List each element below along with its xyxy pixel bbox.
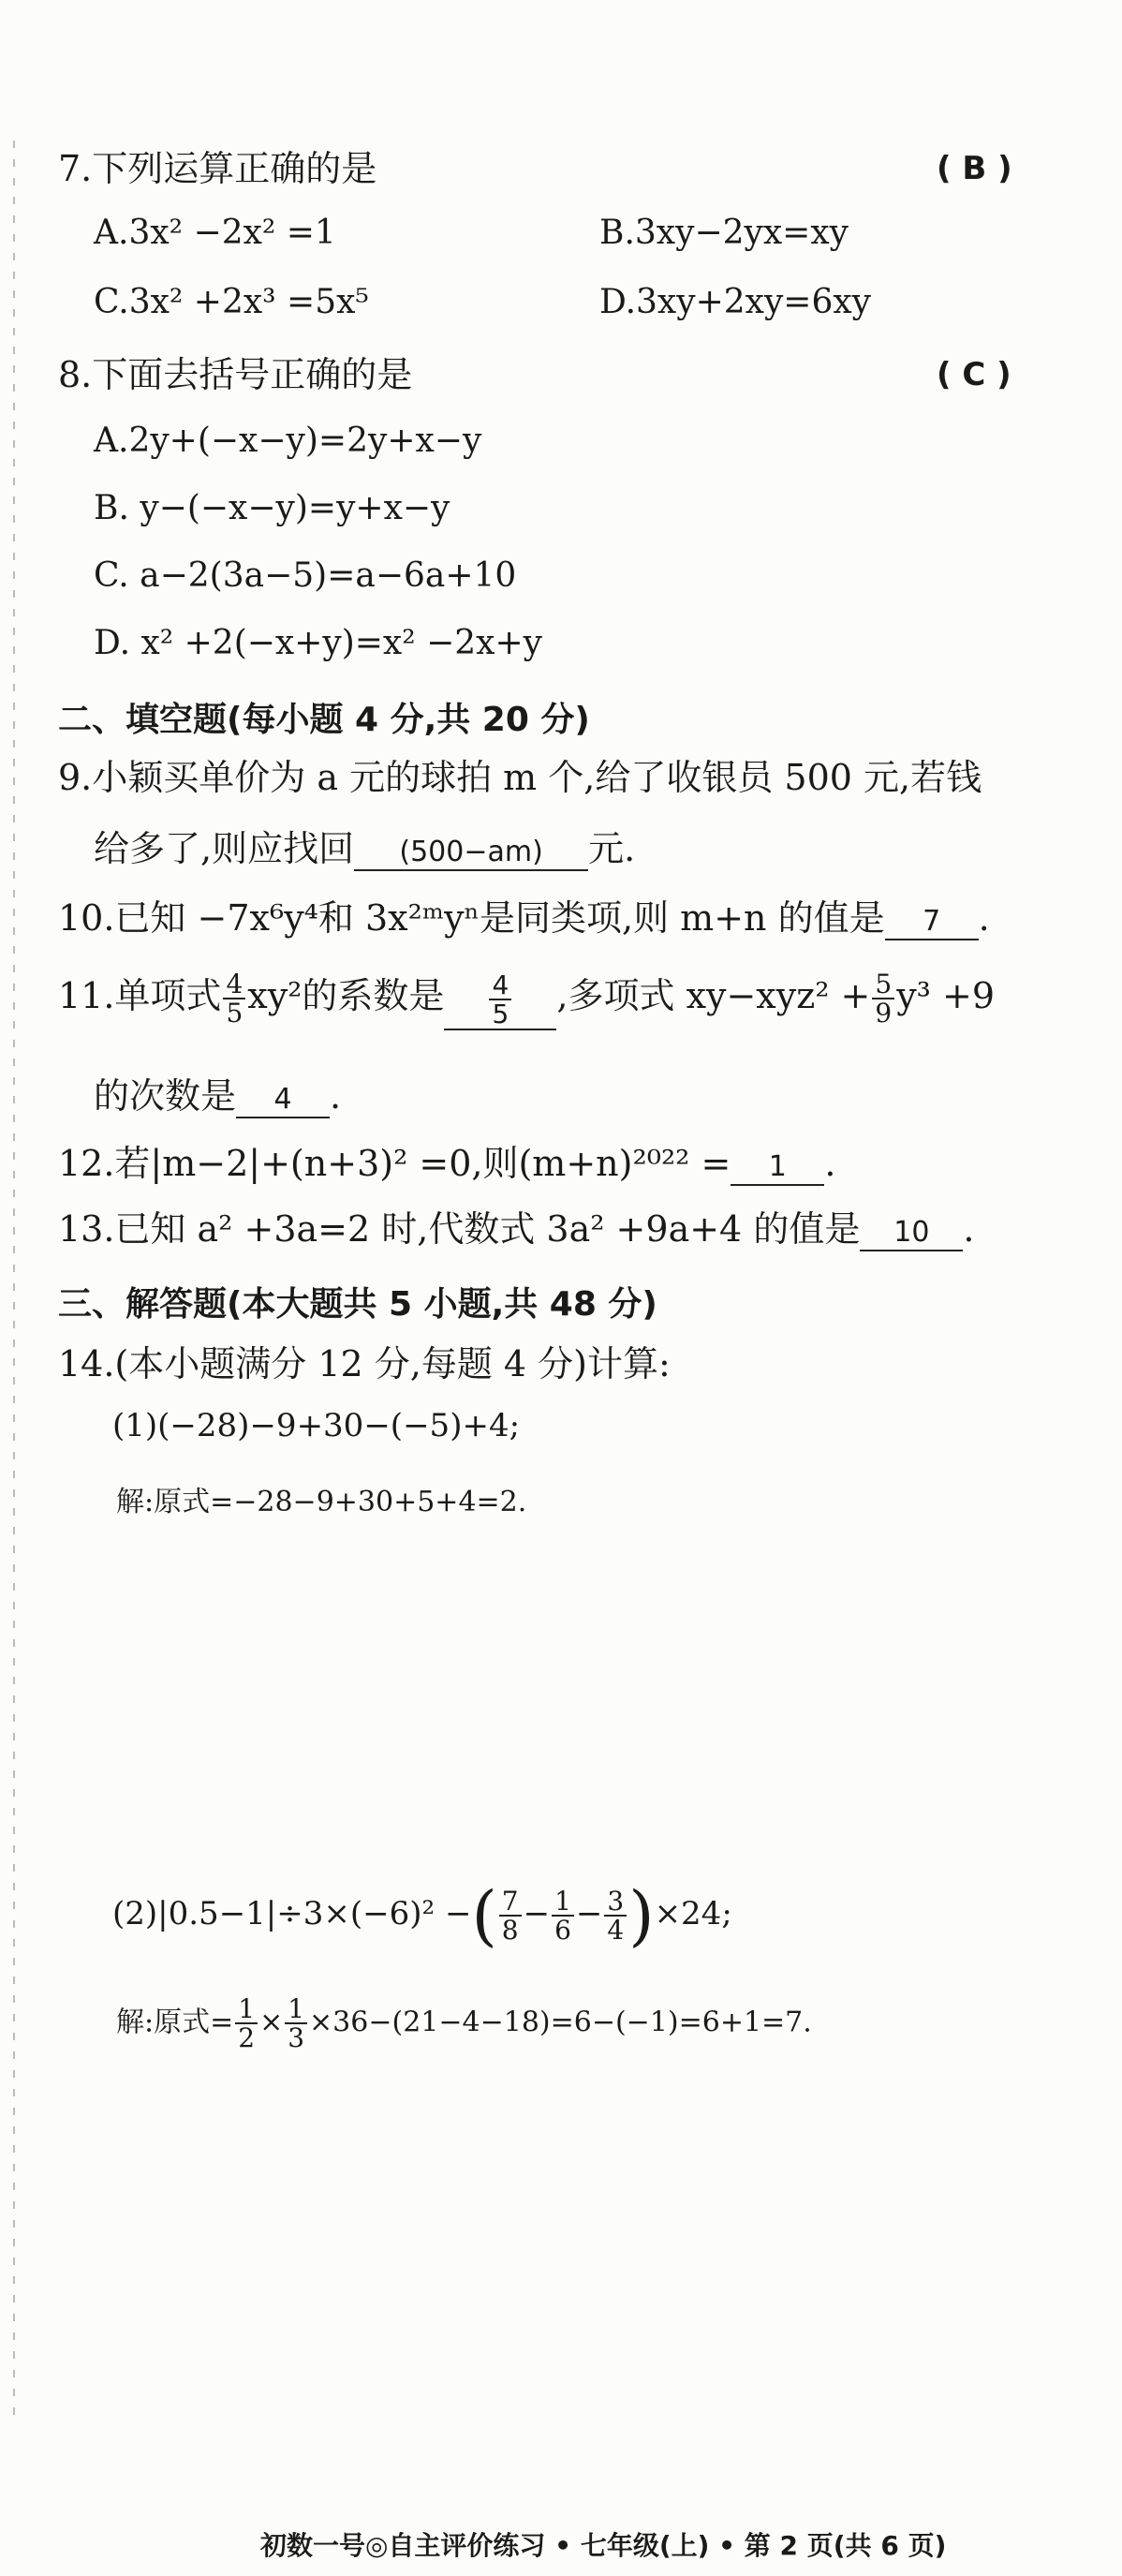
solution-2-prefix: 解:原式= [116,2006,234,2039]
question-14-solution-1: 解:原式=−28−9+30+5+4=2. [116,1486,527,1518]
page-footer: 初数一号◎自主评价练习 • 七年级(上) • 第 2 页(共 6 页) [260,2530,947,2561]
question-7-option-a: A.3x² −2x² =1 [94,214,336,252]
question-7-option-c: C.3x² +2x³ =5x⁵ [94,283,369,321]
question-9-line2 [94,828,635,871]
question-11-line2-suffix: . [330,1075,342,1117]
question-7-option-d: D.3xy+2xy=6xy [599,283,871,321]
question-11-line2-prefix: 的次数是 [94,1075,237,1117]
fraction-numerator: 7 [499,1888,522,1917]
question-11-answer-blank-1 [444,971,556,1030]
minus-sign: − [575,1895,603,1932]
fraction-numerator: 3 [604,1888,627,1917]
question-9-line2-suffix: 元. [588,828,636,869]
part-2-suffix: ×24; [654,1895,732,1932]
right-paren: ) [628,1877,655,1954]
question-7-option-b: B.3xy−2yx=xy [599,214,849,252]
question-13 [58,1208,974,1251]
answer-fraction [489,971,511,1029]
fraction-1-3 [285,1995,307,2052]
section-3-heading: 三、解答题(本大题共 5 小题,共 48 分) [58,1285,657,1324]
question-9-answer-blank: (500−am) [354,836,588,871]
fraction-numerator: 1 [285,1995,307,2024]
fraction-denominator: 8 [501,1915,519,1946]
question-14-part-1: (1)(−28)−9+30−(−5)+4; [112,1407,521,1444]
fraction-numerator: 4 [223,970,245,999]
fraction-numerator: 4 [489,971,511,1000]
question-12-answer-blank: 1 [731,1150,824,1186]
fraction-denominator: 2 [238,2022,256,2054]
question-9-line1: 9.小颖买单价为 a 元的球拍 m 个,给了收银员 500 元,若钱 [58,757,982,798]
question-11-line1 [58,970,995,1030]
question-7-answer: ( B ) [937,150,1012,187]
fraction-denominator: 6 [554,1915,571,1946]
fraction-numerator: 1 [552,1888,574,1917]
fraction-7-8 [499,1885,522,1946]
question-13-text: 13.已知 a² +3a=2 时,代数式 3a² +9a+4 的值是 [58,1208,861,1250]
fraction-numerator: 5 [872,970,894,999]
fraction-denominator: 9 [875,998,893,1029]
question-12-text: 12.若|m−2|+(n+3)² =0,则(m+n)²⁰²² = [58,1143,731,1184]
fraction-numerator: 1 [235,1995,258,2024]
question-11-mid3: y³ +9 [896,974,995,1016]
section-2-heading: 二、填空题(每小题 4 分,共 20 分) [58,701,590,739]
question-11-fraction-5-9 [872,970,894,1028]
question-11-fraction-4-5 [223,970,245,1028]
question-10-text: 10.已知 −7x⁶y⁴和 3x²ᵐyⁿ是同类项,则 m+n 的值是 [58,897,885,939]
fraction-denominator: 4 [607,1915,625,1946]
question-8-stem: 8.下面去括号正确的是 [58,354,413,395]
binding-margin-line [13,141,15,2426]
question-10-answer-blank: 7 [885,905,979,940]
question-14-part-2 [112,1877,732,1954]
question-12 [58,1143,835,1186]
times-sign: × [259,2006,284,2039]
question-8-option-b: B. y−(−x−y)=y+x−y [94,489,450,527]
fraction-3-4 [604,1885,627,1946]
question-12-suffix: . [824,1143,836,1184]
question-8-option-c: C. a−2(3a−5)=a−6a+10 [94,556,517,595]
question-8-option-d: D. x² +2(−x+y)=x² −2x+y [94,624,542,662]
question-14-solution-2 [116,1995,812,2052]
part-2-prefix: (2)|0.5−1|÷3×(−6)² − [112,1895,472,1932]
fraction-denominator: 3 [288,2022,305,2054]
question-9-line2-prefix: 给多了,则应找回 [94,828,355,869]
solution-2-suffix: ×36−(21−4−18)=6−(−1)=6+1=7. [309,2006,812,2039]
question-13-answer-blank: 10 [860,1216,963,1251]
question-11-line2 [94,1075,341,1118]
question-10-suffix: . [978,897,990,939]
fraction-1-2 [235,1995,258,2052]
question-8-option-a: A.2y+(−x−y)=2y+x−y [94,422,482,460]
fraction-1-6 [552,1885,574,1946]
question-10 [58,897,990,940]
question-14-stem: 14.(本小题满分 12 分,每题 4 分)计算: [58,1343,671,1384]
question-11-mid1: xy²的系数是 [247,974,445,1016]
fraction-denominator: 5 [226,998,244,1029]
fraction-denominator: 5 [492,999,509,1030]
question-11-answer-blank-2: 4 [236,1083,330,1118]
left-paren: ( [471,1877,497,1954]
question-8-answer: ( C ) [937,356,1011,393]
question-11-prefix: 11.单项式 [58,974,222,1016]
minus-sign: − [523,1895,551,1932]
question-11-mid2: ,多项式 xy−xyz² + [556,974,871,1016]
question-7-stem: 7.下列运算正确的是 [58,148,377,189]
question-13-suffix: . [963,1208,975,1250]
